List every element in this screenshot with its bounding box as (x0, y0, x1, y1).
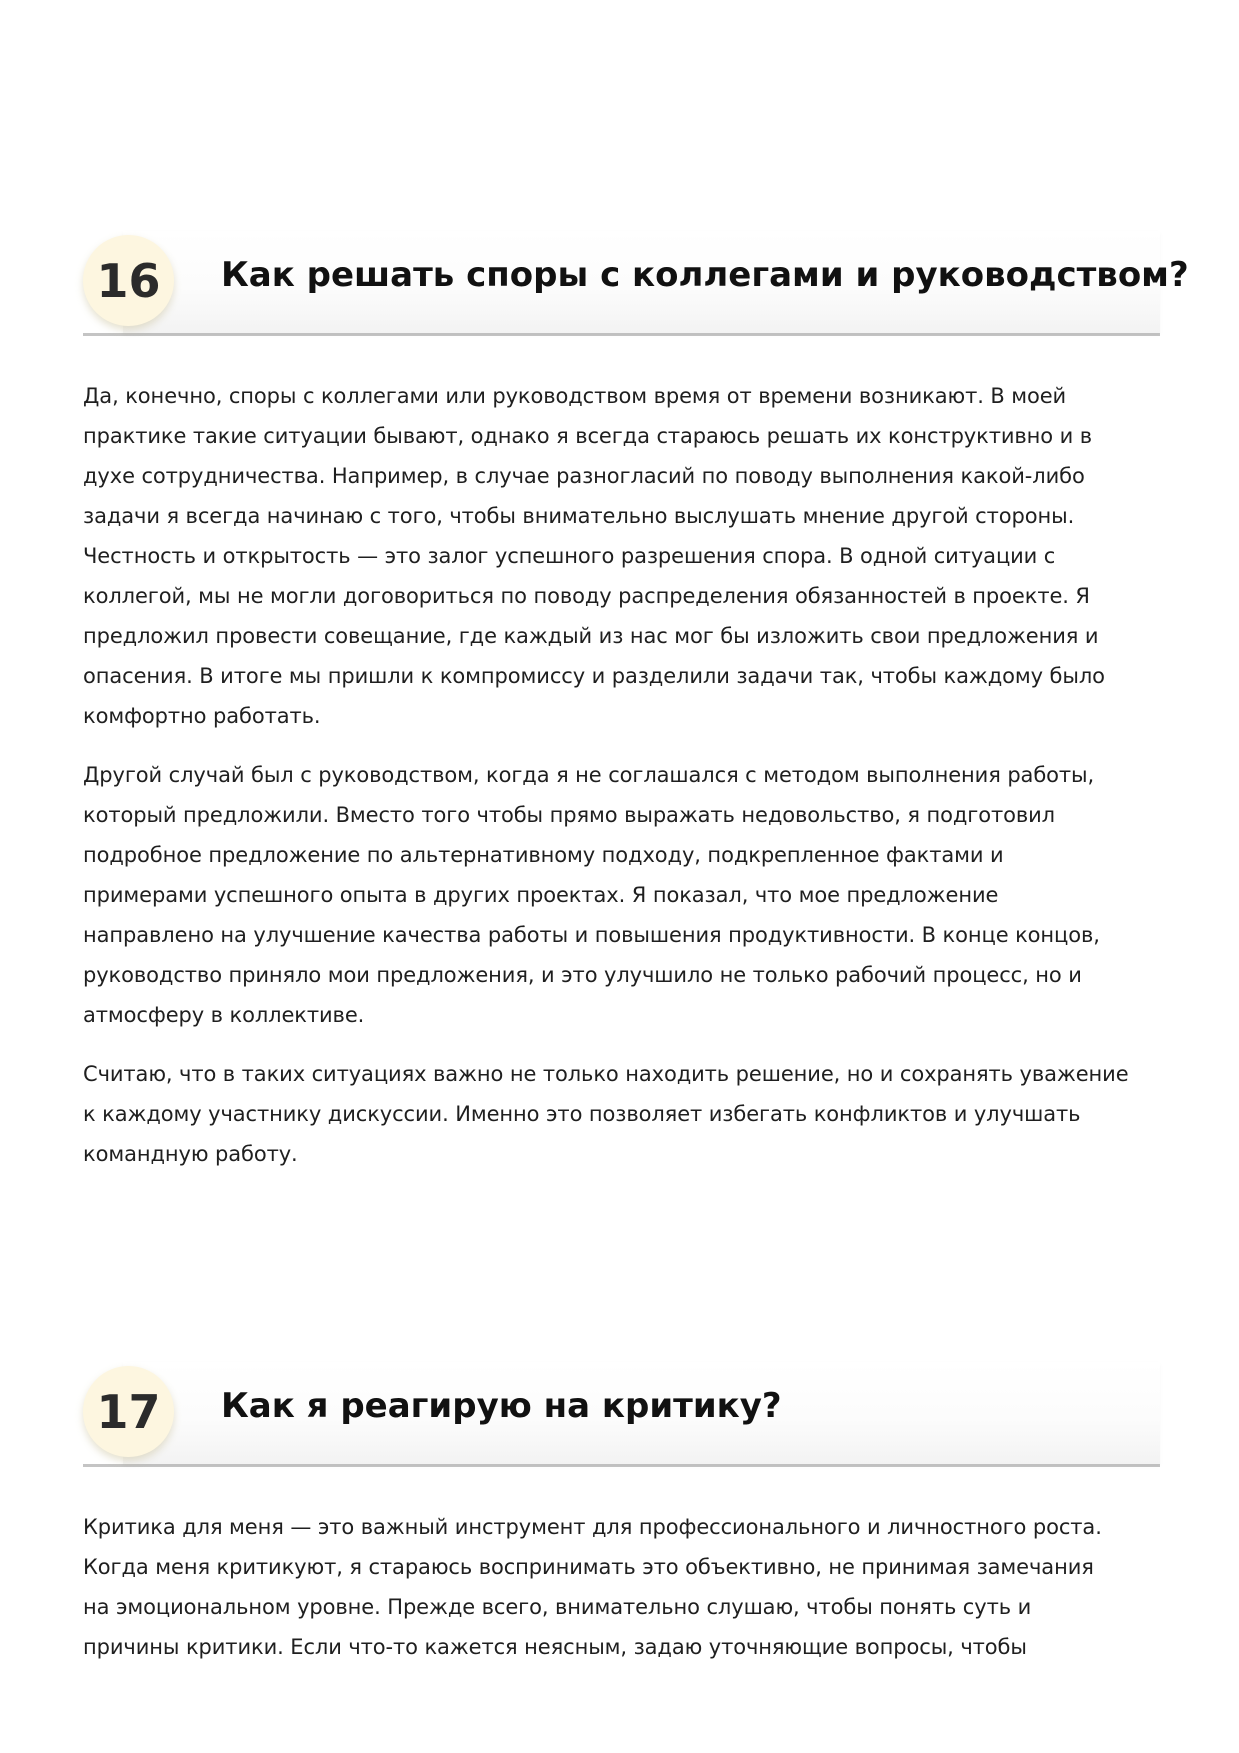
section-title: Как я реагирую на критику? (221, 1386, 782, 1426)
section-body (83, 376, 1160, 1174)
section-body (83, 1507, 1160, 1667)
text-line: Да, конечно, споры с коллегами или руководством время от времени возникают. В моей (83, 384, 1067, 408)
paragraph (83, 1054, 1160, 1174)
paragraph (83, 755, 1160, 1035)
text-line: коллегой, мы не могли договориться по поводу распределения обязанностей в проекте. Я (83, 584, 1090, 608)
text-line: на эмоциональном уровне. Прежде всего, внимательно слушаю, чтобы понять суть и (83, 1595, 1032, 1619)
section-number-badge: 16 (83, 235, 174, 326)
text-line: командную работу. (83, 1142, 298, 1166)
text-line: примерами успешного опыта в других проектах. Я показал, что мое предложение (83, 883, 999, 907)
text-line: комфортно работать. (83, 704, 321, 728)
section-title: Как решать споры с коллегами и руководством? (221, 255, 1189, 295)
section-number-badge: 17 (83, 1366, 174, 1457)
text-line: который предложили. Вместо того чтобы прямо выражать недовольство, я подготовил (83, 803, 1056, 827)
text-line: к каждому участнику дискуссии. Именно это позволяет избегать конфликтов и улучшать (83, 1102, 1081, 1126)
text-line: задачи я всегда начинаю с того, чтобы внимательно выслушать мнение другой стороны. (83, 504, 1075, 528)
section-header (83, 231, 1189, 336)
text-line: духе сотрудничества. Например, в случае разногласий по поводу выполнения какой-либо (83, 464, 1085, 488)
text-line: Критика для меня — это важный инструмент для профессионального и личностного роста. (83, 1515, 1102, 1539)
text-line: направлено на улучшение качества работы и повышения продуктивности. В конце концов, (83, 923, 1100, 947)
text-line: атмосферу в коллективе. (83, 1003, 365, 1027)
paragraph (83, 376, 1160, 736)
text-line: предложил провести совещание, где каждый из нас мог бы изложить свои предложения и (83, 624, 1099, 648)
text-line: практике такие ситуации бывают, однако я всегда стараюсь решать их конструктивно и в (83, 424, 1093, 448)
text-line: опасения. В итоге мы пришли к компромиссу и разделили задачи так, чтобы каждому было (83, 664, 1105, 688)
section-17 (83, 1362, 1160, 1686)
text-line: Когда меня критикуют, я стараюсь воспринимать это объективно, не принимая замечания (83, 1555, 1094, 1579)
text-line: руководство приняло мои предложения, и это улучшило не только рабочий процесс, но и (83, 963, 1082, 987)
text-line: Другой случай был с руководством, когда я не соглашался с методом выполнения работы, (83, 763, 1095, 787)
paragraph (83, 1507, 1160, 1667)
section-16 (83, 231, 1189, 1193)
section-header (83, 1362, 1160, 1467)
text-line: Честность и открытость — это залог успешного разрешения спора. В одной ситуации с (83, 544, 1056, 568)
text-line: подробное предложение по альтернативному подходу, подкрепленное фактами и (83, 843, 1004, 867)
text-line: Считаю, что в таких ситуациях важно не только находить решение, но и сохранять уважение (83, 1062, 1129, 1086)
text-line: причины критики. Если что-то кажется неясным, задаю уточняющие вопросы, чтобы (83, 1635, 1027, 1659)
